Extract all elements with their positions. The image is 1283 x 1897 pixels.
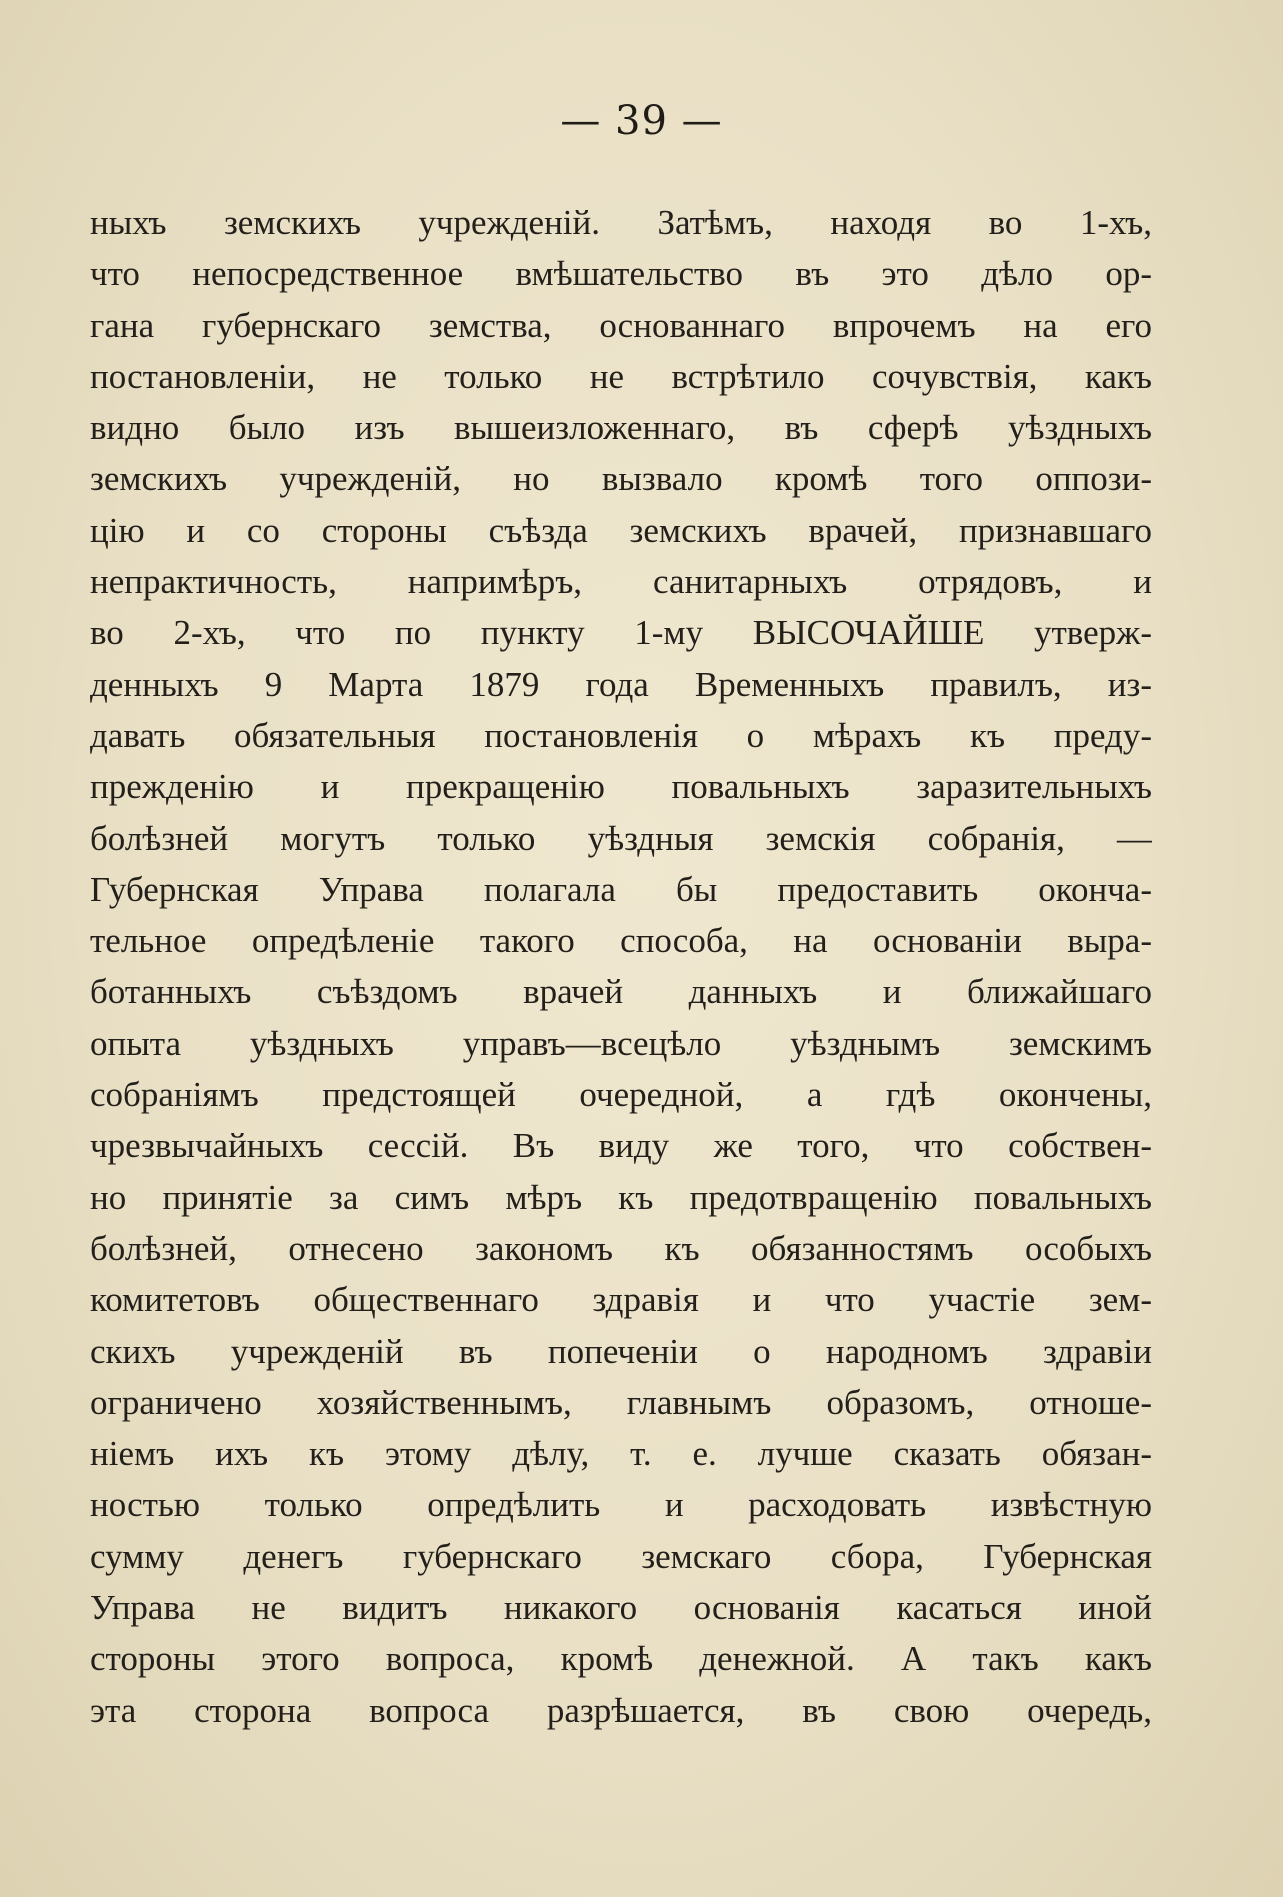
text-line: болѣзней, отнесено закономъ къ обязанностямъ особыхъ bbox=[90, 1228, 1152, 1268]
text-line: гана губернскаго земства, основаннаго впрочемъ на его bbox=[90, 305, 1152, 345]
text-line: ностью только опредѣлить и расходовать извѣстную bbox=[90, 1485, 1152, 1525]
text-line: болѣзней могутъ только уѣздныя земскія собранія, — bbox=[90, 818, 1152, 858]
text-line: постановленіи, не только не встрѣтило сочувствія, какъ bbox=[90, 356, 1152, 396]
text-line: прежденію и прекращенію повальныхъ заразительныхъ bbox=[90, 767, 1152, 807]
text-line: Губернская Управа полагала бы предоставить оконча- bbox=[90, 869, 1152, 909]
text-line: но принятіе за симъ мѣръ къ предотвращенію повальныхъ bbox=[90, 1177, 1152, 1217]
body-text bbox=[90, 197, 1152, 1736]
text-line: во 2-хъ, что по пункту 1-му ВЫСОЧАЙШЕ утверж- bbox=[90, 613, 1152, 653]
text-line: собраніямъ предстоящей очередной, а гдѣ окончены, bbox=[90, 1075, 1152, 1115]
text-line: что непосредственное вмѣшательство въ это дѣло ор- bbox=[90, 254, 1152, 294]
text-line: комитетовъ общественнаго здравія и что участіе зем- bbox=[90, 1280, 1152, 1320]
text-line: скихъ учрежденій въ попеченіи о народномъ здравіи bbox=[90, 1331, 1152, 1371]
text-line: Управа не видитъ никакого основанія касаться иной bbox=[90, 1588, 1152, 1628]
text-line: видно было изъ вышеизложеннаго, въ сферѣ уѣздныхъ bbox=[90, 408, 1152, 448]
text-line: цію и со стороны съѣзда земскихъ врачей, признавшаго bbox=[90, 510, 1152, 550]
text-line: ныхъ земскихъ учрежденій. Затѣмъ, находя во 1-хъ, bbox=[90, 203, 1152, 242]
page-number: — 39 — bbox=[560, 98, 723, 144]
text-line: стороны этого вопроса, кромѣ денежной. А такъ какъ bbox=[90, 1639, 1152, 1679]
text-line: непрактичность, напримѣръ, санитарныхъ отрядовъ, и bbox=[90, 562, 1152, 602]
text-line: тельное опредѣленіе такого способа, на основаніи выра- bbox=[90, 921, 1152, 961]
text-line: земскихъ учрежденій, но вызвало кромѣ того оппози- bbox=[90, 459, 1152, 499]
text-line: сумму денегъ губернскаго земскаго сбора, Губернская bbox=[90, 1536, 1152, 1576]
text-line: денныхъ 9 Марта 1879 года Временныхъ правилъ, из- bbox=[90, 664, 1152, 704]
text-line: эта сторона вопроса разрѣшается, въ свою очередь, bbox=[90, 1690, 1152, 1730]
text-line: ботанныхъ съѣздомъ врачей данныхъ и ближайшаго bbox=[90, 972, 1152, 1012]
text-line: чрезвычайныхъ сессій. Въ виду же того, что собствен- bbox=[90, 1126, 1152, 1166]
text-line: ограничено хозяйственнымъ, главнымъ образомъ, отноше- bbox=[90, 1382, 1152, 1422]
text-line: ніемъ ихъ къ этому дѣлу, т. е. лучше сказать обязан- bbox=[90, 1434, 1152, 1474]
text-line: давать обязательныя постановленія о мѣрахъ къ преду- bbox=[90, 715, 1152, 755]
text-line: опыта уѣздныхъ управъ—всецѣло уѣзднымъ земскимъ bbox=[90, 1023, 1152, 1063]
